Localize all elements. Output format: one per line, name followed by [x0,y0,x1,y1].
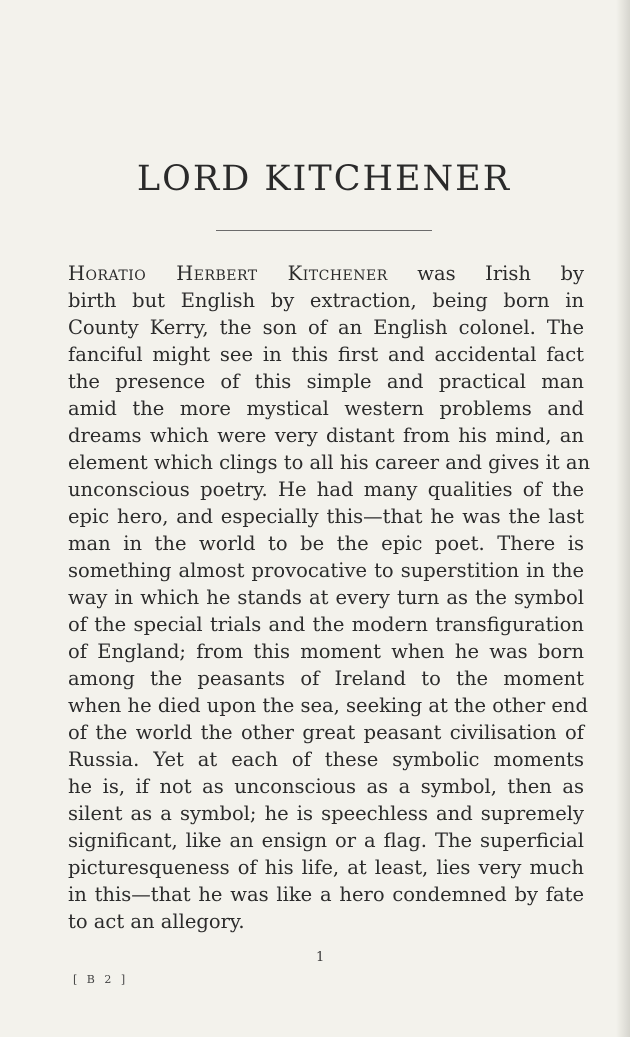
text-line-13: way in which he stands at every turn as the symbol [68,586,584,609]
text-line-23: picturesqueness of his life, at least, lies very much [68,856,584,879]
text-line-16: among the peasants of Ireland to the moment [68,667,584,690]
page-number: 1 [316,950,325,965]
text-line-21: silent as a symbol; he is speechless and supremely [68,802,584,825]
text-line-7: dreams which were very distant from his mind, an [68,424,584,447]
text-line-15: of England; from this moment when he was born [68,640,584,663]
text-line-8: element which clings to all his career and gives it an [68,451,591,474]
text-line-12: something almost provocative to superstition in the [68,559,584,582]
text-line-17: when he died upon the sea, seeking at the other end [68,694,588,717]
text-line-5: the presence of this simple and practical man [68,370,584,393]
page-edge-shadow [616,0,630,1037]
opening-name: Horatio Herbert Kitchener [68,262,388,285]
text-line-24: in this—that he was like a hero condemned by fate [68,883,584,906]
text-line-18: of the world the other great peasant civilisation of [68,721,584,744]
signature-mark: [ B 2 ] [73,973,129,986]
title-rule [216,230,432,231]
text-line-2: birth but English by extraction, being born in [68,289,584,312]
opening-rest: was Irish by [387,262,584,285]
text-line-4: fanciful might see in this first and accidental fact [68,343,584,366]
page-title: LORD KITCHENER [136,159,512,199]
text-line-1 [68,260,584,287]
text-line-11: man in the world to be the epic poet. There is [68,532,584,555]
text-line-9: unconscious poetry. He had many qualities of the [68,478,584,501]
text-line-3: County Kerry, the son of an English colonel. The [68,316,584,339]
body-paragraph [68,260,591,935]
text-line-22: significant, like an ensign or a flag. The superficial [68,829,584,852]
text-line-19: Russia. Yet at each of these symbolic moments [68,748,584,771]
text-line-25: to act an allegory. [68,910,245,933]
text-line-10: epic hero, and especially this—that he was the last [68,505,584,528]
text-line-6: amid the more mystical western problems and [68,397,584,420]
text-line-20: he is, if not as unconscious as a symbol, then as [68,775,584,798]
text-line-14: of the special trials and the modern transfiguration [68,613,584,636]
